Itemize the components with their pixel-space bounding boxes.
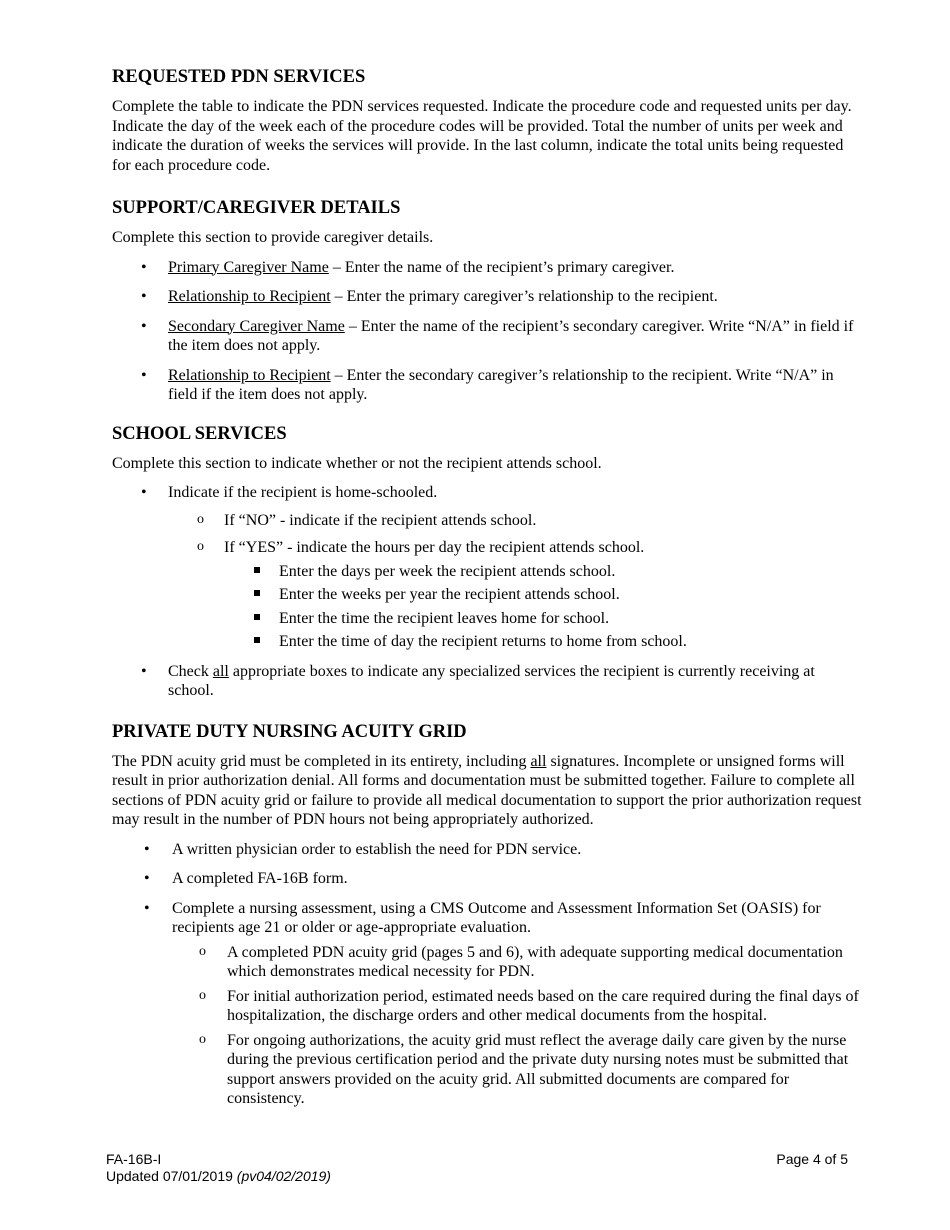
footer-line-2 — [106, 1168, 848, 1185]
acuity-grid-section — [112, 721, 862, 1109]
section-body — [112, 752, 862, 830]
field-term: Primary Caregiver Name — [168, 258, 329, 276]
section-heading: SUPPORT/CAREGIVER DETAILS — [112, 198, 401, 218]
sub-list-item: o For initial authorization period, estimated needs based on the care required during the final days of hospitalization, the discharge orders and other medical documents from the hospital. — [112, 987, 862, 1026]
list-item: • A written physician order to establish the need for PDN service. — [112, 840, 862, 860]
emphasis-text: all — [212, 662, 229, 680]
body-text: signatures. Incomplete or unsigned forms will result in prior authorization denial. All forms and documentation must be submitted together. Failure to complete all sections of PDN acuity grid or failure to provide all medical documentation to support the prior authorization request may result in the number of PDN hours not being appropriately authorized. — [112, 752, 862, 828]
list-item: • Complete a nursing assessment, using a CMS Outcome and Assessment Information Set (OASIS) for recipients age 21 or older or age-appropriate evaluation. — [112, 899, 862, 938]
detail-list-item: Enter the weeks per year the recipient attends school. — [112, 585, 862, 605]
page-number: Page 4 of 5 — [776, 1151, 848, 1167]
list-item — [112, 662, 862, 701]
list-item — [112, 287, 862, 307]
field-term: Secondary Caregiver Name — [168, 317, 345, 335]
page-content — [112, 66, 862, 1109]
sub-list-item: o If “YES” - indicate the hours per day the recipient attends school. — [112, 538, 862, 558]
emphasis-text: all — [530, 752, 547, 770]
school-detail-list — [112, 562, 862, 652]
school-sub-list — [112, 511, 862, 558]
school-list — [112, 483, 862, 503]
detail-list-item: Enter the time of day the recipient returns to home from school. — [112, 632, 862, 652]
list-item-text: appropriate boxes to indicate any specialized services the recipient is currently receiving at school. — [168, 662, 815, 699]
school-services-section — [112, 423, 862, 701]
section-intro: Complete this section to provide caregiver details. — [112, 229, 434, 246]
body-text: The PDN acuity grid must be completed in its entirety, including — [112, 752, 531, 770]
detail-list-item: Enter the time the recipient leaves home for school. — [112, 609, 862, 629]
section-intro: Complete this section to indicate whether or not the recipient attends school. — [112, 454, 602, 472]
section-heading: SCHOOL SERVICES — [112, 423, 287, 444]
list-item — [112, 258, 862, 278]
detail-list-item: Enter the days per week the recipient attends school. — [112, 562, 862, 582]
field-description: – Enter the secondary caregiver’s relationship to the recipient. Write “N/A” in field if the item does not apply. — [168, 366, 834, 403]
field-description: – Enter the name of the recipient’s secondary caregiver. Write “N/A” in field if the item does not apply. — [168, 317, 854, 354]
field-description: – Enter the primary caregiver’s relationship to the recipient. — [330, 288, 718, 305]
list-item-text: Indicate if the recipient is home-schooled. — [168, 484, 438, 501]
section-body: Complete the table to indicate the PDN services requested. Indicate the procedure code and requested units per day. Indicate the day of the week each of the procedure codes will be provided. Total the number of units per week and indicate the duration of weeks the services will provide. In the last column, indicate the total units being requested for each procedure code. — [112, 98, 852, 174]
caregiver-details-section — [112, 197, 862, 405]
list-item: • A completed FA-16B form. — [112, 869, 862, 889]
list-item — [112, 317, 862, 356]
sub-list-item: o A completed PDN acuity grid (pages 5 and 6), with adequate supporting medical documentation which demonstrates medical necessity for PDN. — [112, 943, 862, 982]
updated-date: Updated 07/01/2019 — [106, 1168, 237, 1184]
sub-list-item: o For ongoing authorizations, the acuity grid must reflect the average daily care given by the nurse during the previous certification period and the private duty nursing notes must be submitted that support answers provided on the acuity grid. All submitted documents are compared for consistency. — [112, 1031, 862, 1109]
field-term: Relationship to Recipient — [168, 288, 331, 305]
form-id: FA-16B-I — [106, 1151, 162, 1167]
caregiver-list — [112, 258, 862, 405]
revision-date: (pv04/02/2019) — [236, 1168, 331, 1184]
requested-pdn-services-section — [112, 66, 862, 175]
list-item — [112, 483, 862, 503]
section-heading: REQUESTED PDN SERVICES — [112, 67, 366, 87]
footer-line-1 — [106, 1151, 848, 1168]
field-term: Relationship to Recipient — [168, 366, 331, 384]
acuity-list — [112, 840, 862, 938]
acuity-sub-list — [112, 943, 862, 1109]
sub-list-item: o If “NO” - indicate if the recipient attends school. — [112, 511, 862, 531]
list-item — [112, 366, 862, 405]
school-list-continued — [112, 662, 862, 701]
field-description: – Enter the name of the recipient’s primary caregiver. — [328, 258, 675, 276]
section-heading: PRIVATE DUTY NURSING ACUITY GRID — [112, 721, 467, 742]
list-item-text: Check — [168, 662, 213, 680]
